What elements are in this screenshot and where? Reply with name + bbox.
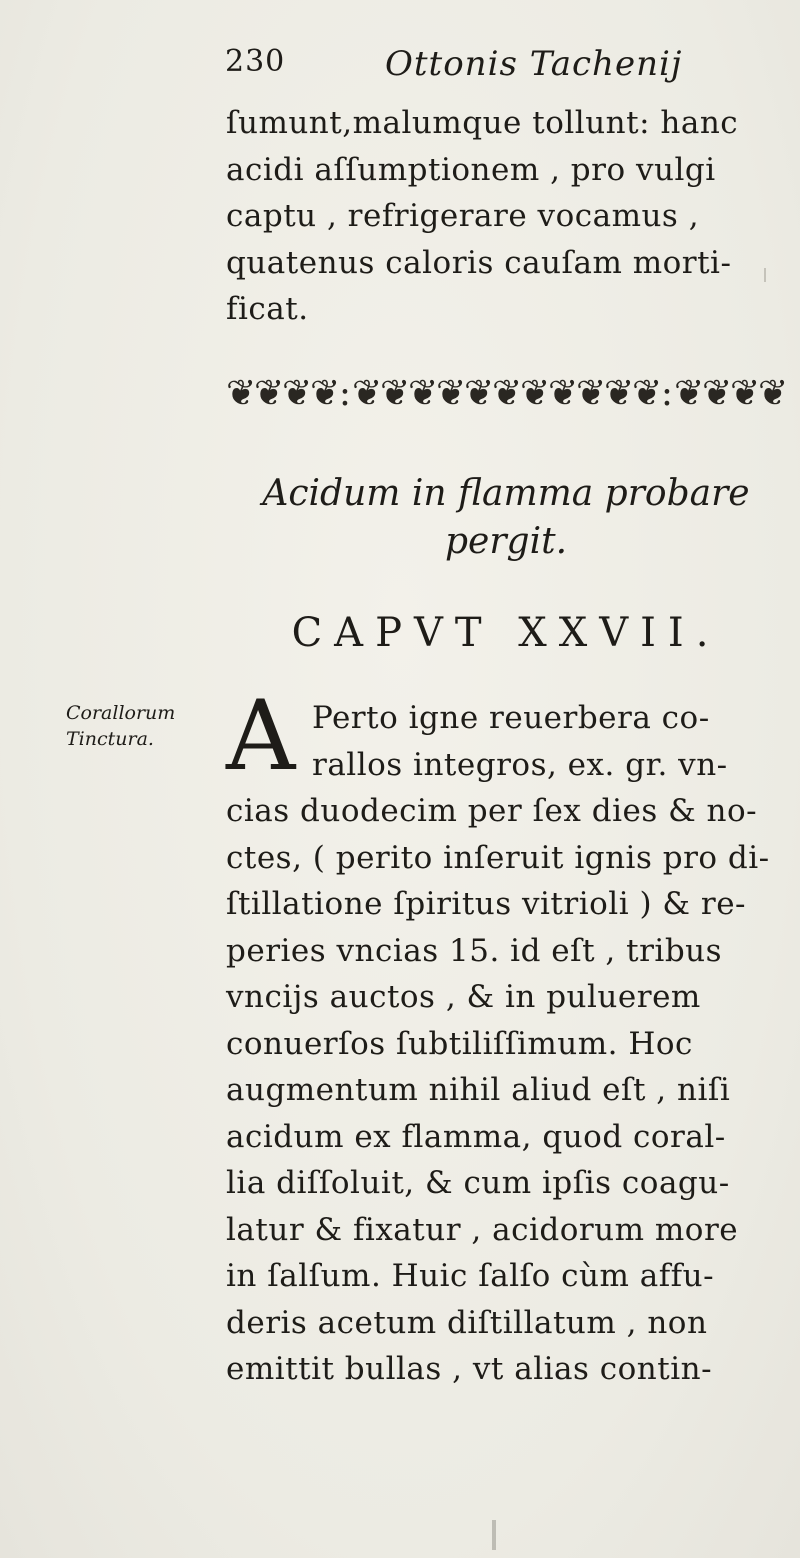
fleuron-icon: ❦	[730, 372, 761, 414]
fleuron-icon: ❦	[464, 372, 495, 414]
section-title-line: Acidum in flamma probare	[262, 473, 750, 514]
fleuron-icon: ❦	[576, 372, 607, 414]
section-title-line: pergit.	[444, 521, 568, 562]
fleuron-icon: ❦	[282, 372, 313, 414]
body-first-lines	[312, 695, 792, 788]
text-line: ſtillatione ſpiritus vitrioli ) & re-	[226, 886, 747, 922]
running-head: Ottonis Tachenij	[385, 44, 683, 84]
marginal-note-line: Tinctura.	[66, 728, 154, 750]
fleuron-icon: ❦	[492, 372, 523, 414]
text-line: augmentum nihil aliud eſt , niſi	[226, 1072, 731, 1108]
fleuron-icon: ❦	[604, 372, 635, 414]
text-line: conuerſos ſubtiliſſimum. Hoc	[226, 1025, 693, 1062]
text-line: rallos integros, ex. gr. vn-	[312, 746, 728, 783]
text-line: latur & fixatur , acidorum more	[226, 1211, 739, 1248]
page-number: 230	[225, 44, 286, 79]
fleuron-icon: ❦	[254, 372, 285, 414]
drop-cap: A	[226, 680, 296, 792]
text-line: in ſalſum. Huic ſalſo cùm affu-	[226, 1258, 715, 1294]
fleuron-icon: ❦	[632, 372, 663, 414]
text-line: cias duodecim per ſex dies & no-	[226, 793, 758, 829]
fleuron-icon: ❦	[548, 372, 579, 414]
fleuron-icon: ❦	[310, 372, 341, 414]
fleuron-icon: ❦	[408, 372, 439, 414]
paper-speck	[764, 268, 766, 282]
text-line: acidi aſſumptionem , pro vulgi	[226, 151, 716, 188]
fleuron-icon: ❦	[436, 372, 467, 414]
fleuron-icon: ❦	[520, 372, 551, 414]
top-paragraph	[226, 100, 786, 333]
text-line: acidum ex flamma, quod coral-	[226, 1118, 726, 1155]
text-line: peries vncias 15. id eſt , tribus	[226, 932, 723, 969]
chapter-heading: CAPVT XXVII.	[291, 610, 721, 656]
text-line: vncijs auctos , & in puluerem	[226, 979, 701, 1015]
fleuron-icon: ❦	[702, 372, 733, 414]
text-line: ctes, ( perito inſeruit ignis pro di-	[226, 839, 770, 876]
fleuron-icon: ❦	[352, 372, 383, 414]
text-line: captu , refrigerare vocamus ,	[226, 198, 700, 234]
paper-speck	[492, 1520, 496, 1550]
ornament-border	[226, 372, 789, 414]
body-paragraph	[226, 788, 791, 1393]
ornament-separator: :	[338, 372, 352, 414]
text-line: emittit bullas , vt alias contin-	[226, 1351, 713, 1387]
fleuron-icon: ❦	[758, 372, 789, 414]
text-line: lia diſſoluit, & cum ipſis coagu-	[226, 1165, 730, 1201]
section-title	[226, 470, 786, 566]
fleuron-icon: ❦	[674, 372, 705, 414]
fleuron-icon: ❦	[226, 372, 257, 414]
text-line: ſumunt,malumque tollunt: hanc	[226, 105, 739, 141]
marginal-note	[66, 700, 216, 752]
text-line: deris acetum diſtillatum , non	[226, 1304, 708, 1341]
text-line: quatenus caloris cauſam morti-	[226, 244, 732, 281]
ornament-separator: :	[660, 372, 674, 414]
text-line: ficat.	[226, 291, 309, 327]
marginal-note-line: Corallorum	[66, 702, 176, 724]
page-header	[225, 44, 765, 104]
text-line: Perto igne reuerbera co-	[312, 700, 710, 736]
fleuron-icon: ❦	[380, 372, 411, 414]
